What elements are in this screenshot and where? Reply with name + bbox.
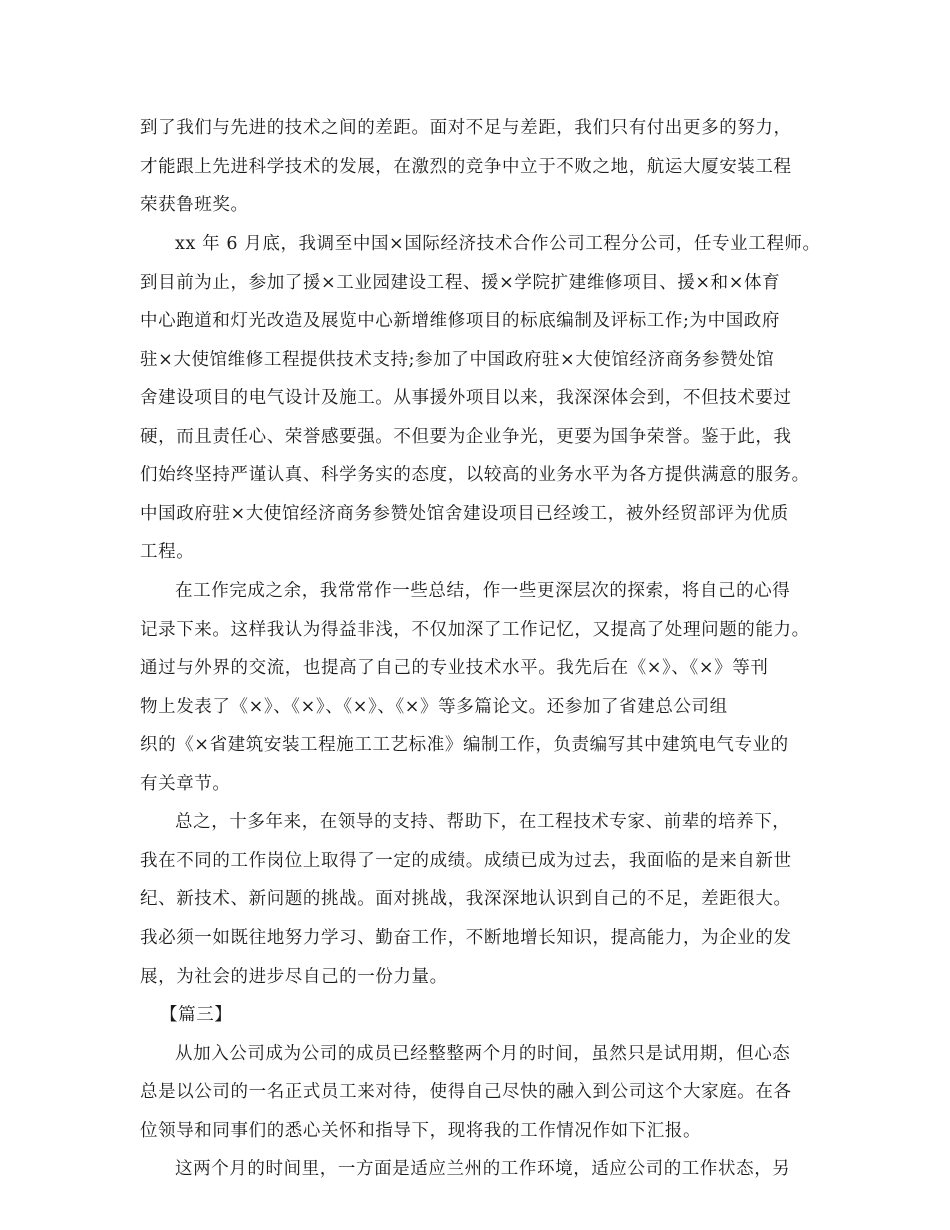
text-line: 总是以公司的一名正式员工来对待，使得自己尽快的融入到公司这个大家庭。在各 — [140, 1082, 792, 1102]
text-line: 才能跟上先进科学技术的发展，在激烈的竞争中立于不败之地，航运大厦安装工程 — [140, 157, 792, 177]
text-line: 有关章节。 — [140, 774, 231, 794]
text-line: 物上发表了《×》、《×》、《×》、《×》等多篇论文。还参加了省建总公司组 — [140, 697, 728, 717]
text-line: 这两个月的时间里，一方面是适应兰州的工作环境，适应公司的工作状态，另 — [175, 1159, 791, 1179]
text-line: 总之，十多年来，在领导的支持、帮助下，在工程技术专家、前辈的培养下， — [175, 812, 791, 832]
text-line: 荣获鲁班奖。 — [140, 195, 249, 215]
text-line: 纪、新技术、新问题的挑战。面对挑战，我深深地认识到自己的不足，差距很大。 — [140, 889, 792, 909]
text-line: 展，为社会的进步尽自己的一份力量。 — [140, 967, 448, 987]
text-line: 我在不同的工作岗位上取得了一定的成绩。成绩已成为过去，我面临的是来自新世 — [140, 851, 792, 871]
text-line: xx 年 6 月底，我调至中国×国际经济技术合作公司工程分公司，任专业工程师。 — [175, 234, 821, 254]
text-line: 舍建设项目的电气设计及施工。从事援外项目以来，我深深体会到，不但技术要过 — [140, 388, 792, 408]
text-line: 中心跑道和灯光改造及展览中心新增维修项目的标底编制及评标工作;为中国政府 — [140, 311, 780, 331]
text-line: 从加入公司成为公司的成员已经整整两个月的时间，虽然只是试用期，但心态 — [175, 1044, 791, 1064]
text-line: 驻×大使馆维修工程提供技术支持;参加了中国政府驻×大使馆经济商务参赞处馆 — [140, 350, 775, 370]
section-heading: 【篇三】 — [160, 1005, 233, 1025]
text-line: 工程。 — [140, 542, 195, 562]
text-line: 硬，而且责任心、荣誉感要强。不但要为企业争光，更要为国争荣誉。鉴于此，我 — [140, 427, 792, 447]
text-line: 到目前为止，参加了援×工业园建设工程、援×学院扩建维修项目、援×和×体育 — [140, 273, 781, 293]
text-line: 们始终坚持严谨认真、科学务实的态度，以较高的业务水平为各方提供满意的服务。 — [140, 465, 810, 485]
text-line: 到了我们与先进的技术之间的差距。面对不足与差距，我们只有付出更多的努力， — [140, 118, 792, 138]
text-line: 记录下来。这样我认为得益非浅，不仅加深了工作记忆，又提高了处理问题的能力。 — [140, 620, 810, 640]
text-line: 通过与外界的交流，也提高了自己的专业技术水平。我先后在《×》、《×》等刊 — [140, 658, 769, 678]
text-line: 织的《×省建筑安装工程施工工艺标准》编制工作，负责编写其中建筑电气专业的 — [140, 735, 789, 755]
text-line: 中国政府驻×大使馆经济商务参赞处馆舍建设项目已经竣工，被外经贸部评为优质 — [140, 504, 789, 524]
text-line: 我必须一如既往地努力学习、勤奋工作，不断地增长知识，提高能力，为企业的发 — [140, 928, 792, 948]
text-line: 位领导和同事们的悉心关怀和指导下，现将我的工作情况作如下汇报。 — [140, 1121, 702, 1141]
text-line: 在工作完成之余，我常常作一些总结，作一些更深层次的探索，将自己的心得 — [175, 581, 791, 601]
